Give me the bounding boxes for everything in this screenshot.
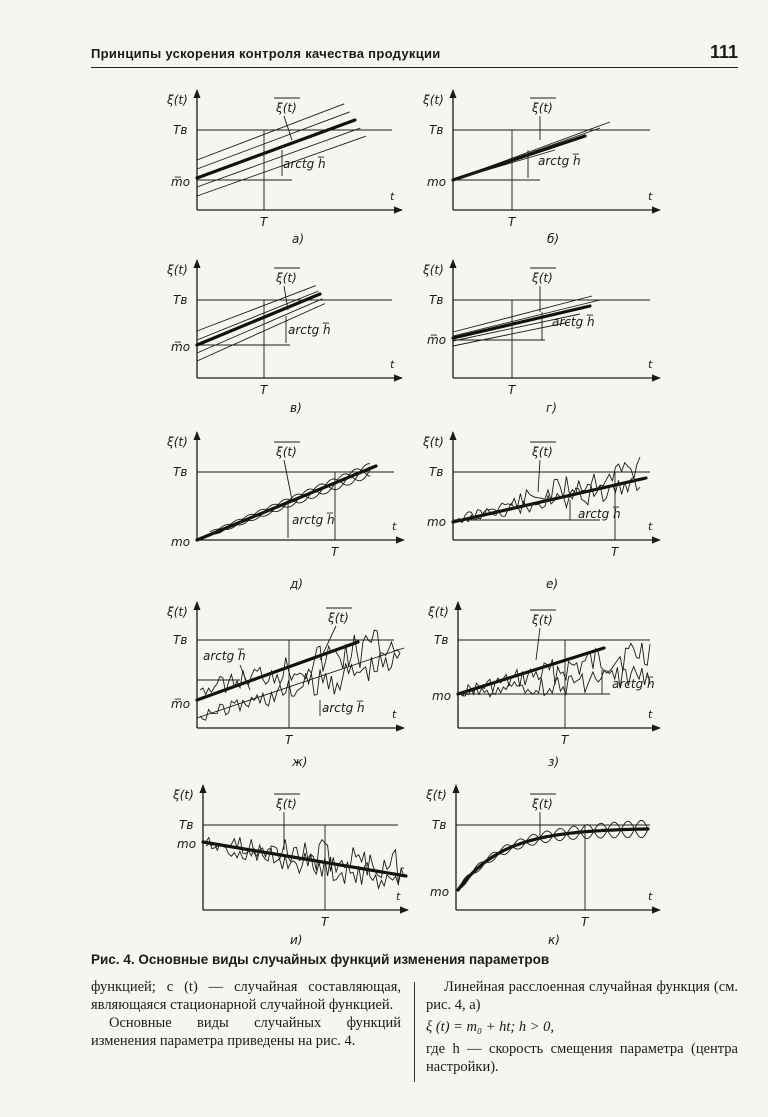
- curve-leader: [538, 460, 540, 492]
- y-axis-label: ξ(t): [428, 605, 449, 619]
- panel-label: в): [290, 401, 302, 415]
- start-level-label: mo: [177, 837, 197, 851]
- time-label: T: [581, 915, 589, 929]
- x-axis-label: t: [648, 190, 653, 203]
- panel-label: а): [292, 232, 305, 246]
- x-axis-label: t: [390, 190, 395, 203]
- panel-k: [425, 785, 660, 945]
- y-axis-label: ξ(t): [167, 605, 188, 619]
- time-label: T: [611, 545, 619, 559]
- curve-label: ξ(t): [276, 445, 297, 459]
- curve-label: ξ(t): [276, 797, 297, 811]
- slope-label: arctg h̅: [538, 154, 581, 168]
- text-column-left: [91, 978, 401, 1050]
- panel-label: и): [290, 933, 303, 945]
- curve-label: ξ(t): [532, 101, 553, 115]
- paragraph-left-2: Основные виды случайных функций изменения параметра приведены на рис. 4.: [91, 1015, 401, 1049]
- x-axis-label: t: [392, 520, 397, 533]
- x-axis-label: t: [648, 520, 653, 533]
- slope-label: arctg h̅: [552, 315, 595, 329]
- y-axis-label: ξ(t): [167, 435, 188, 449]
- y-axis-label: ξ(t): [423, 263, 444, 277]
- formula: ξ (t) = m₀ + ht; h > 0,: [426, 1019, 554, 1035]
- curve-label: ξ(t): [276, 101, 297, 115]
- start-level-label: mo: [427, 175, 447, 189]
- panel-label: г): [546, 401, 557, 415]
- time-label: T: [331, 545, 339, 559]
- x-axis-label: t: [390, 358, 395, 371]
- curve-label: ξ(t): [276, 271, 297, 285]
- upper-limit-label: Тв: [429, 465, 444, 479]
- curve-label: ξ(t): [532, 271, 553, 285]
- time-label: T: [508, 215, 516, 229]
- start-level-label: m̅o: [171, 175, 191, 189]
- curve-label: ξ(t): [532, 613, 553, 627]
- panel-i: [172, 785, 408, 945]
- x-axis-label: t: [392, 708, 397, 721]
- y-axis-label: ξ(t): [423, 93, 444, 107]
- panel-e: [422, 432, 660, 591]
- panel-g: [422, 260, 660, 415]
- upper-limit-label: Тв: [173, 633, 188, 647]
- slope-label: arctg h̅: [578, 507, 621, 521]
- y-axis-label: ξ(t): [167, 93, 188, 107]
- panel-z: [427, 602, 660, 769]
- panel-label: б): [547, 232, 560, 246]
- text-column-right: [426, 978, 738, 1076]
- upper-limit-label: Тв: [429, 123, 444, 137]
- trend-line: [197, 466, 376, 540]
- paragraph-right-1: Линейная расслоенная случайная функция (см. рис. 4, а): [426, 979, 738, 1013]
- upper-limit-label: Тв: [173, 293, 188, 307]
- paragraph-left-1: функцией; c (t) — случайная составляющая, являющаяся стационарной случайной функцией.: [91, 979, 401, 1013]
- panel-d: [166, 432, 404, 591]
- x-axis-label: t: [648, 890, 653, 903]
- upper-limit-label: Тв: [432, 818, 447, 832]
- y-axis-label: ξ(t): [426, 788, 447, 802]
- time-label: T: [508, 383, 516, 397]
- x-axis-label: t: [648, 708, 653, 721]
- page-number: 111: [709, 42, 738, 62]
- start-level-label: mo: [171, 535, 191, 549]
- slope-label: arctg h̅: [612, 677, 655, 691]
- time-label: T: [285, 733, 293, 747]
- curve-leader: [536, 628, 540, 660]
- x-axis-label: t: [648, 358, 653, 371]
- start-level-label: m̅o: [171, 697, 191, 711]
- figure-panels: [166, 90, 660, 945]
- panel-label: е): [546, 577, 559, 591]
- start-level-label: mo: [430, 885, 450, 899]
- y-axis-label: ξ(t): [167, 263, 188, 277]
- y-axis-label: ξ(t): [173, 788, 194, 802]
- panel-b: [422, 90, 660, 246]
- time-label: T: [321, 915, 329, 929]
- noisy-curve-2: [206, 843, 404, 888]
- time-label: T: [260, 383, 268, 397]
- upper-limit-label: Тв: [429, 293, 444, 307]
- upper-limit-label: Тв: [434, 633, 449, 647]
- column-divider: [414, 982, 415, 1082]
- start-level-label: mo: [432, 689, 452, 703]
- upper-limit-label: Тв: [179, 818, 194, 832]
- upper-limit-label: Тв: [173, 465, 188, 479]
- slope-label-upper: arctg h̅: [203, 649, 246, 663]
- time-label: T: [561, 733, 569, 747]
- curve-label: ξ(t): [532, 445, 553, 459]
- slope-label: arctg h̅: [292, 513, 335, 527]
- slope-label-lower: arctg h̅: [322, 701, 365, 715]
- curve-leader: [320, 626, 336, 660]
- slope-label: arctg h̅: [288, 323, 331, 337]
- panel-a: [166, 90, 402, 246]
- y-axis-label: ξ(t): [423, 435, 444, 449]
- panel-label: д): [290, 577, 303, 591]
- start-level-label: mo: [427, 515, 447, 529]
- start-level-label: m̅o: [171, 340, 191, 354]
- band-line-4: [197, 136, 366, 196]
- panel-zh: [166, 602, 404, 769]
- curve-leader: [284, 460, 292, 500]
- slope-label: arctg h̅: [283, 157, 326, 171]
- curve-label: ξ(t): [328, 611, 349, 625]
- paragraph-right-2: где h — скорость смещения параметра (центра настройки).: [426, 1041, 738, 1075]
- time-label: T: [260, 215, 268, 229]
- panel-label: к): [548, 933, 560, 945]
- panel-v: [166, 260, 402, 415]
- band-line-2: [197, 120, 355, 178]
- figure-caption: Рис. 4. Основные виды случайных функций изменения параметров: [91, 952, 550, 967]
- band-line-2: [197, 294, 320, 345]
- upper-limit-label: Тв: [173, 123, 188, 137]
- wave-curve-2: [458, 821, 648, 890]
- start-level-label: m̅o: [427, 333, 447, 347]
- x-axis-label: t: [396, 890, 401, 903]
- panel-label: з): [548, 755, 560, 769]
- running-title: Принципы ускорения контроля качества продукции: [91, 46, 441, 61]
- curve-label: ξ(t): [532, 797, 553, 811]
- band-line-3: [197, 128, 360, 187]
- panel-label: ж): [292, 755, 308, 769]
